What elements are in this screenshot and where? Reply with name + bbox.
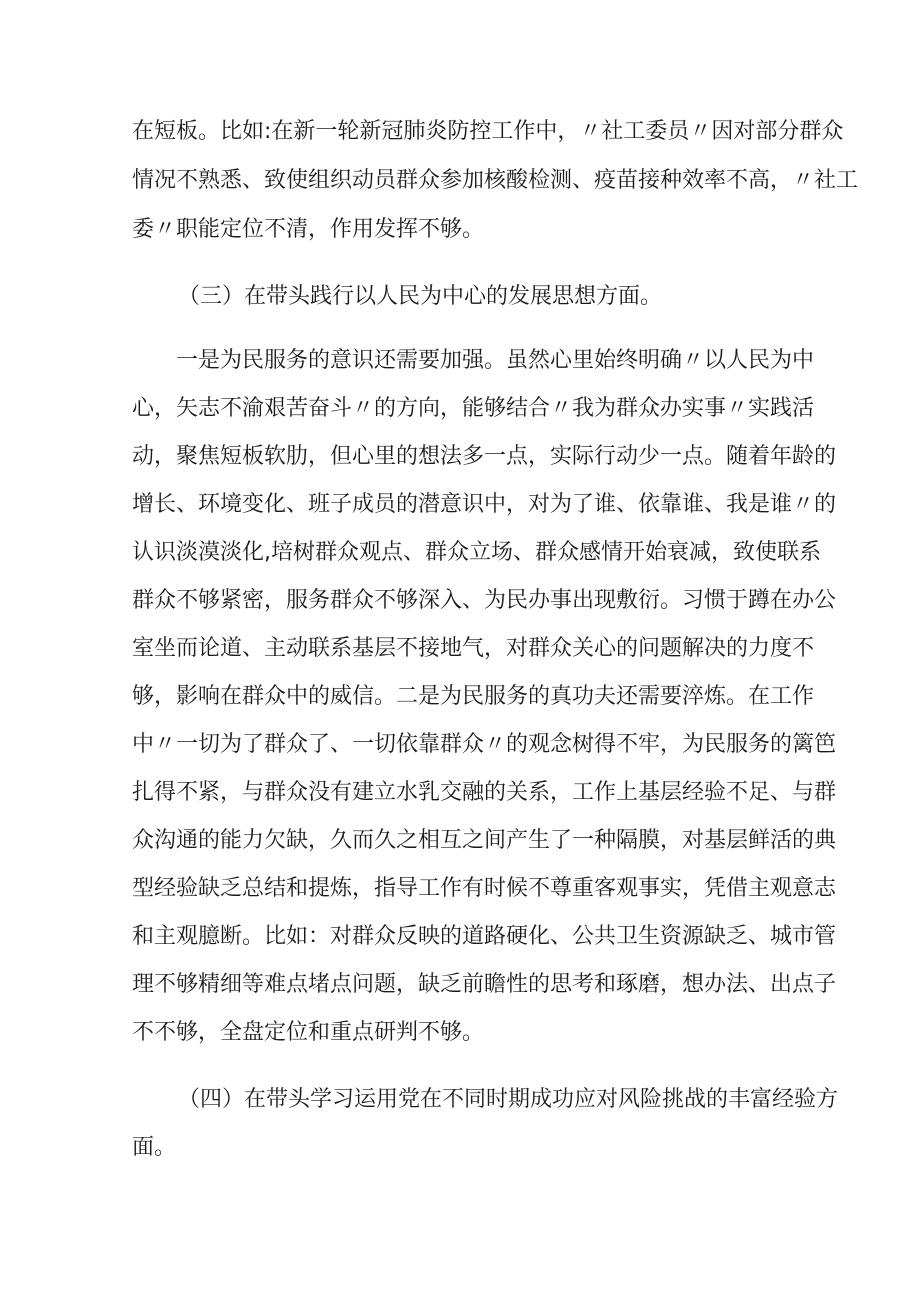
paragraph-line: 和主观臆断。比如：对群众反映的道路硬化、公共卫生资源缺乏、城市管	[132, 924, 837, 949]
paragraph-line: 不不够，全盘定位和重点研判不够。	[132, 1020, 485, 1045]
paragraph-line: 一是为民服务的意识还需要加强。虽然心里始终明确〃以人民为中	[176, 348, 815, 373]
paragraph-line: 型经验缺乏总结和提炼，指导工作有时候不尊重客观事实，凭借主观意志	[132, 876, 837, 901]
section-heading-4: （四）在带头学习运用党在不同时期成功应对风险挑战的丰富经验方	[178, 1087, 839, 1112]
paragraph-line: 认识淡漠淡化,培树群众观点、群众立场、群众感情开始衰减，致使联系	[132, 540, 821, 565]
paragraph-line: 在短板。比如:在新一轮新冠肺炎防控工作中，〃社工委员〃因对部分群众	[132, 119, 844, 144]
paragraph-line: 委〃职能定位不清，作用发挥不够。	[132, 217, 485, 242]
section-heading-4-continued: 面。	[132, 1135, 177, 1160]
paragraph-line: 群众不够紧密，服务群众不够深入、为民办事出现敷衍。习惯于蹲在办公	[132, 588, 837, 613]
paragraph-line: 够，影响在群众中的威信。二是为民服务的真功夫还需要淬炼。在工作	[132, 684, 815, 709]
paragraph-line: 扎得不紧，与群众没有建立水乳交融的关系，工作上基层经验不足、与群	[132, 780, 837, 805]
paragraph-line: 心，矢志不渝艰苦奋斗〃的方向，能够结合〃我为群众办实事〃实践活	[132, 396, 815, 421]
paragraph-line: 理不够精细等难点堵点问题，缺乏前瞻性的思考和琢磨，想办法、出点子	[132, 972, 837, 997]
section-heading-3: （三）在带头践行以人民为中心的发展思想方面。	[178, 284, 663, 309]
paragraph-line: 情况不熟悉、致使组织动员群众参加核酸检测、疫苗接种效率不高，〃社工	[132, 168, 859, 193]
paragraph-line: 增长、环境变化、班子成员的潜意识中，对为了谁、依靠谁、我是谁〃的	[132, 492, 837, 517]
paragraph-line: 众沟通的能力欠缺，久而久之相互之间产生了一种隔膜，对基层鲜活的典	[132, 828, 837, 853]
paragraph-line: 动，聚焦短板软肋，但心里的想法多一点，实际行动少一点。随着年龄的	[132, 444, 837, 469]
paragraph-line: 室坐而论道、主动联系基层不接地气，对群众关心的问题解决的力度不	[132, 636, 815, 661]
paragraph-line: 中〃一切为了群众了、一切依靠群众〃的观念树得不牢，为民服务的篱笆	[132, 732, 837, 757]
